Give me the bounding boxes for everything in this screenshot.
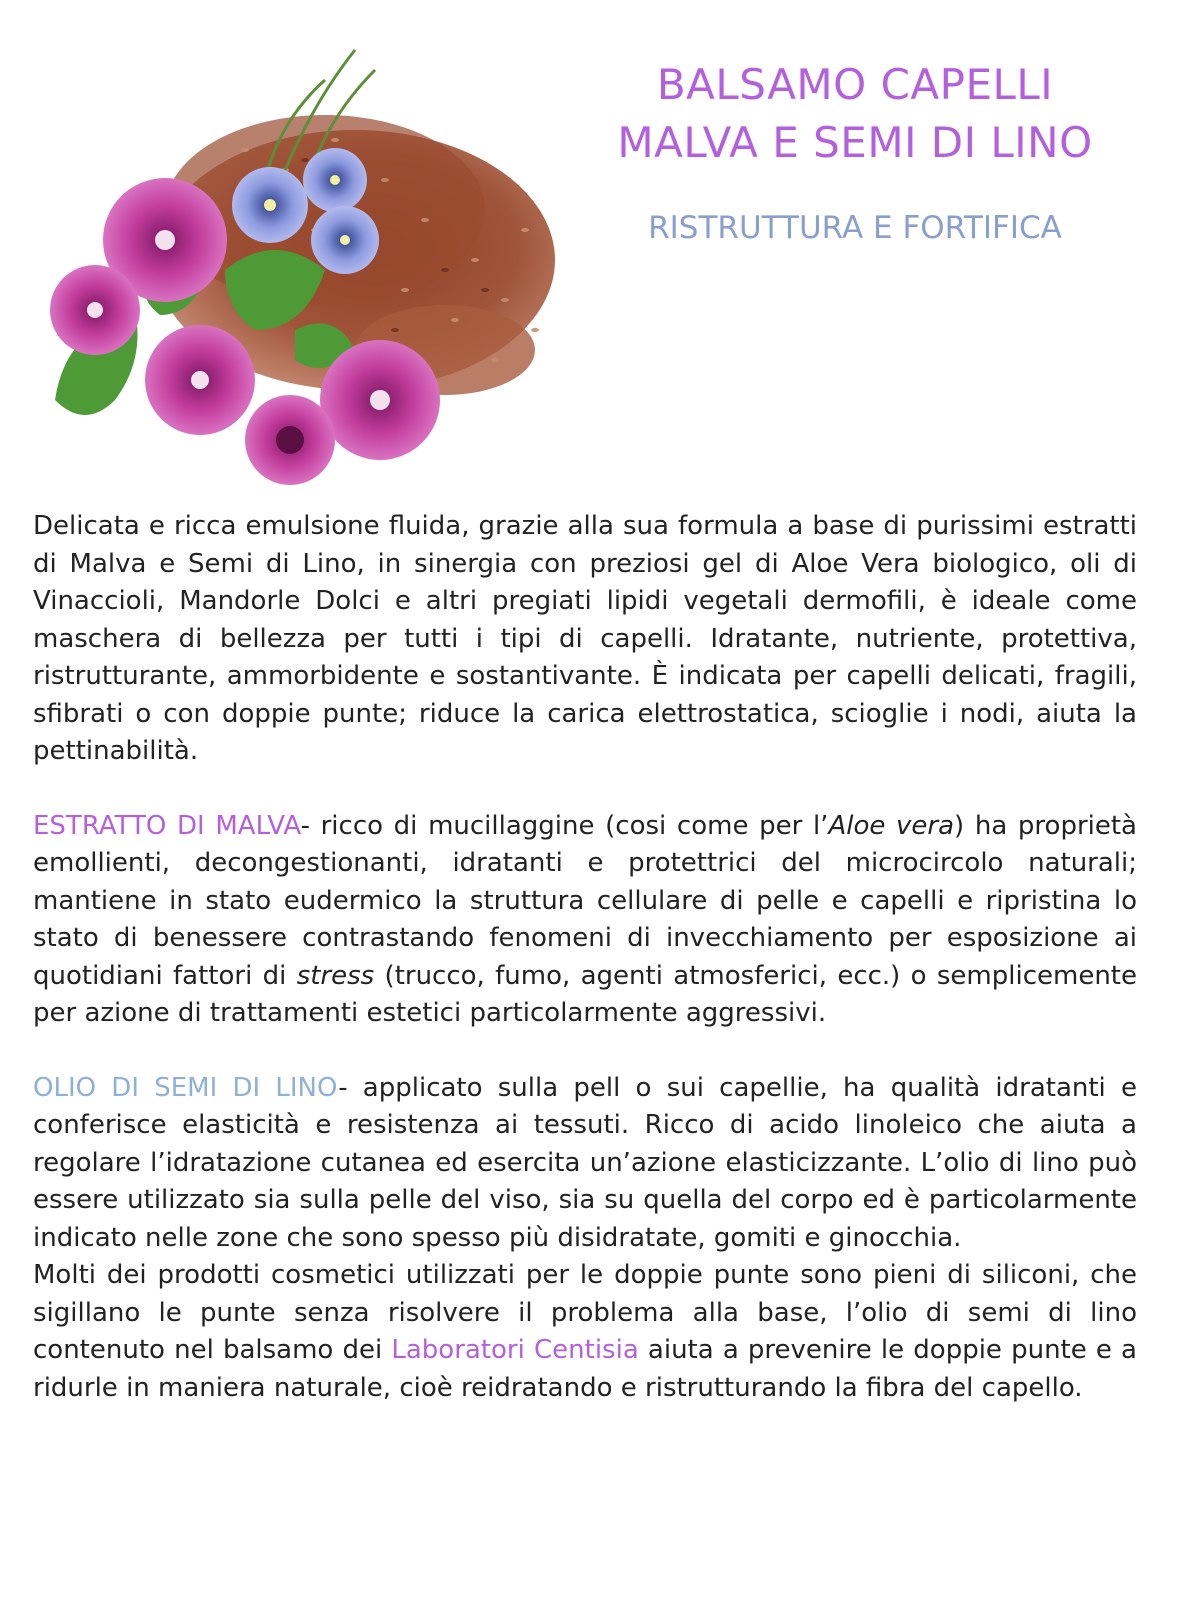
malva-paragraph (33, 808, 1137, 1033)
lino-text: - applicato sulla pell o sui capellie, ha qualità idratanti e conferisce elasticità e resistenza ai tessuti. Ricco di acido linoleico che aiuta a regolare l’idratazione cutanea ed esercita un’azione elasticizzante. L’olio di lino può essere utilizzato sia sulla pelle del viso, sia su quella del corpo ed è particolarmente indicato nelle zone che sono spesso più disidratate, gomiti e ginocchia. (33, 1072, 1138, 1253)
flax-flower (303, 148, 367, 212)
product-title-line-1: BALSAMO CAPELLI (656, 60, 1054, 109)
closing-text-b: aiuta a prevenire le doppie punte e a ridurle in maniera naturale, cioè reidratando e ristrutturando la fibra del capello. (33, 1335, 1137, 1403)
intro-text: Delicata e ricca emulsione fluida, grazie alla sua formula a base di purissimi estratti di Malva e Semi di Lino, in sinergia con preziosi gel di Aloe Vera biologico, oli di Vinaccioli, Mandorle Dolci e altri pregiati lipidi vegetali dermofili, è ideale come maschera di bellezza per tutti i tipi di capelli. Idratante, nutriente, protettiva, ristrutturante, ammorbidente e sostantivante. È indicata per capelli delicati, fragili, sfibrati o con doppie punte; riduce la carica elettrostatica, scioglie i nodi, aiuta la pettinabilità. (33, 511, 1137, 766)
intro-paragraph (33, 508, 1137, 771)
mallow-flower (245, 395, 335, 485)
brand-name: Laboratori Centisia (391, 1335, 639, 1365)
product-subtitle: RISTRUTTURA E FORTIFICA (648, 210, 1062, 246)
mallow-flower (320, 340, 440, 460)
product-title-line-2: MALVA E SEMI DI LINO (617, 118, 1093, 167)
malva-lino-illustration (25, 30, 565, 490)
malva-text-italic: Aloe vera (828, 810, 955, 841)
malva-heading: ESTRATTO DI MALVA (33, 810, 301, 841)
malva-text-italic-stress: stress (296, 960, 375, 991)
closing-text-a: Molti dei prodotti cosmetici utilizzati per le doppie punte sono pieni di siliconi, che sigillano le punte senza risolvere il problema alla base, l’olio di semi di lino contenuto nel balsamo dei (33, 1260, 1137, 1365)
lino-heading: OLIO DI SEMI DI LINO (33, 1072, 339, 1103)
malva-text-b: ) ha proprietà emollienti, decongestionanti, idratanti e protettrici del microcircolo naturali; mantiene in stato eudermico la struttura cellulare di pelle e capelli e ripristina lo stato di benessere contrastando fenomeni di invecchiamento per esposizione ai quotidiani fattori di (33, 810, 1137, 991)
malva-text-a: - ricco di mucillaggine (cosi come per l’ (300, 810, 829, 841)
closing-paragraph (33, 1257, 1137, 1407)
mallow-flower (50, 265, 140, 355)
lino-paragraph (33, 1070, 1137, 1258)
malva-text-c: (trucco, fumo, agenti atmosferici, ecc.) o semplicemente per azione di trattamenti estetici particolarmente aggressivi. (33, 960, 1137, 1028)
mallow-flower (145, 325, 255, 435)
flax-flower (311, 206, 379, 274)
product-description (33, 508, 1137, 1407)
flax-flower (232, 167, 308, 243)
